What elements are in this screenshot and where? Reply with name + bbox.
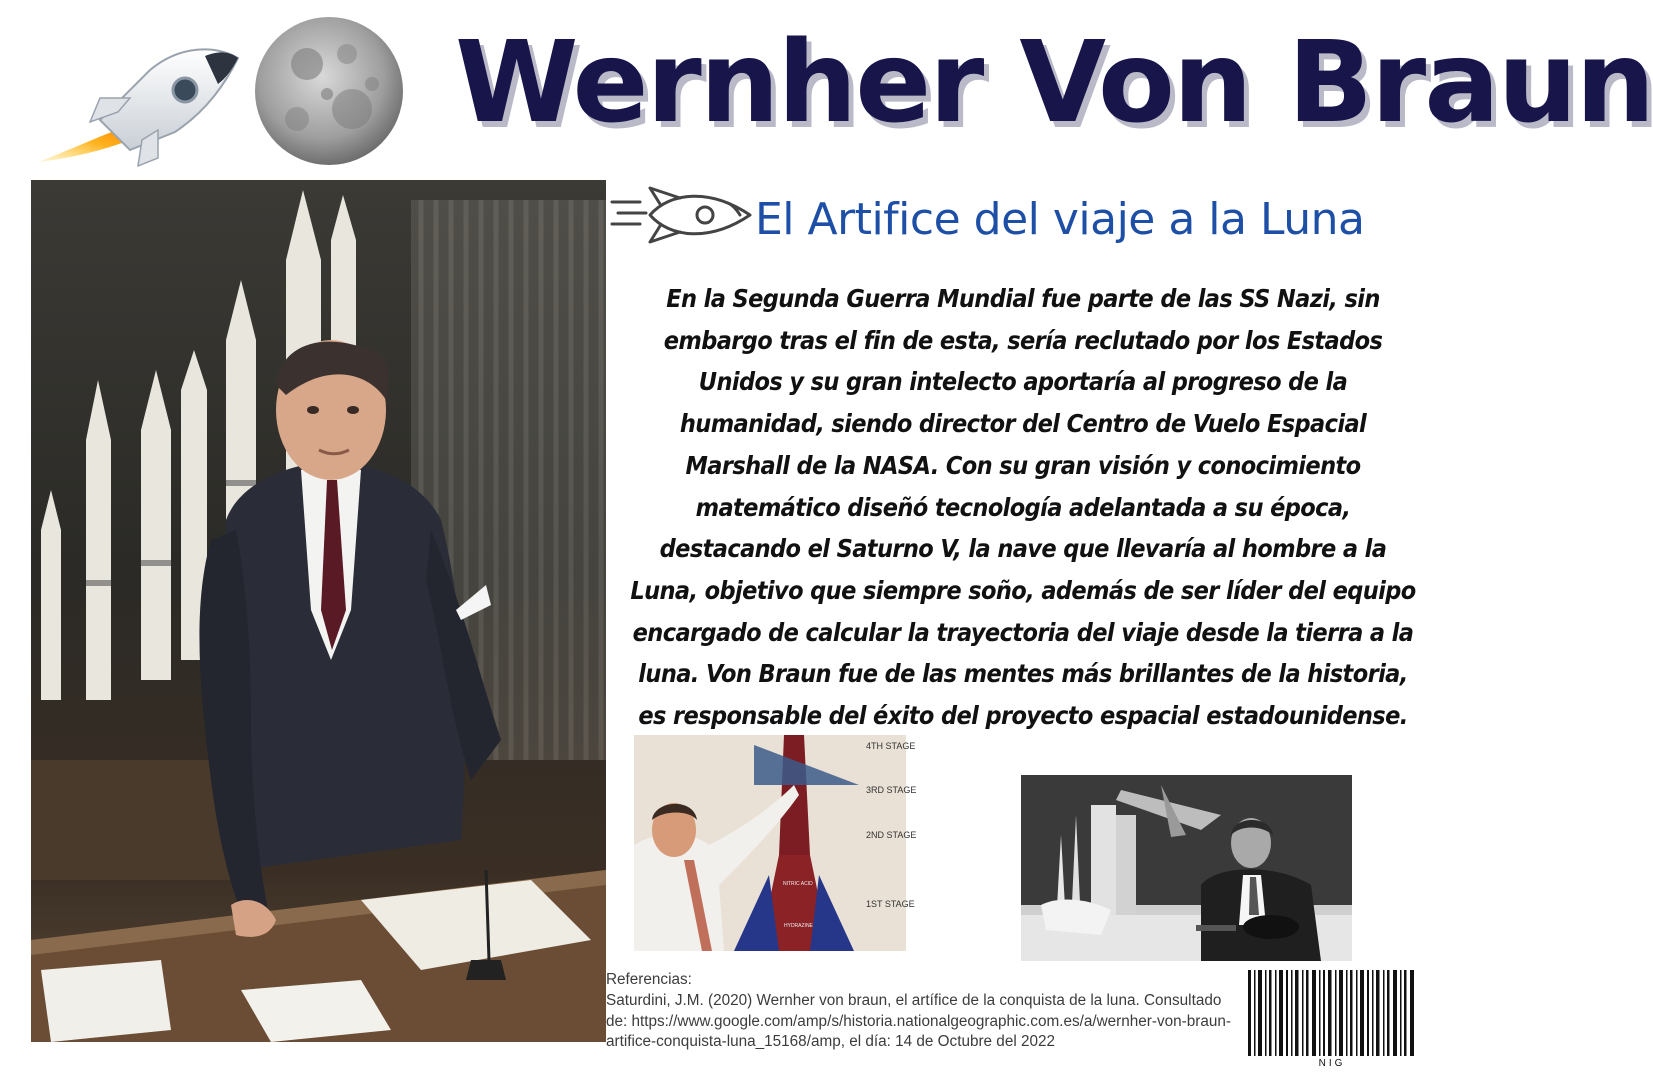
portrait-photo xyxy=(31,180,606,1042)
moon-icon xyxy=(252,14,407,169)
rocket-outline-icon xyxy=(610,180,755,250)
fuel-label: HYDRAZINE xyxy=(784,923,813,929)
desk-photo xyxy=(1021,775,1352,961)
body-paragraph: En la Segunda Guerra Mundial fue parte de las SS Nazi, sin embargo tras el fin de esta, sería reclutado por los Estados Unidos y su gran intelecto aportaría al progreso de la humanidad, siendo director del Centro de Vuelo Espacial Marshall de la NASA. Con su gran visión y conocimiento matemático diseñó tecnología adelantada a su época, destacando el Saturno V, la nave que llevaría al hombre a la Luna, objetivo que siempre soño, además de ser líder del equipo encargado de calcular la trayectoria del viaje desde la tierra a la luna. Von Braun fue de las mentes más brillantes de la historia, es responsable del éxito del proyecto espacial estadounidense. xyxy=(630,284,1416,731)
subtitle: El Artifice del viaje a la Luna xyxy=(755,194,1365,245)
references-citation: Saturdini, J.M. (2020) Wernher von braun, el artífice de la conquista de la luna. Consultado de: https://www.google.com/amp/s/historia.nationalgeographic.com.es/a/wernher-von-braun-artifice-conquista-luna_15168/amp, el día: 14 de Octubre del 2022 xyxy=(606,991,1231,1051)
stage-label: 2ND STAGE xyxy=(866,830,917,840)
rocket-icon xyxy=(30,40,245,168)
barcode-icon xyxy=(1246,970,1418,1056)
fuel-label: NITRIC ACID xyxy=(783,881,813,887)
stage-label: 1ST STAGE xyxy=(866,899,915,909)
stages-photo xyxy=(634,735,917,951)
page-title: Wernher Von Braun xyxy=(455,18,1653,148)
stage-label: 4TH STAGE xyxy=(866,741,916,751)
references-heading: Referencias: xyxy=(606,971,692,988)
references xyxy=(606,970,1246,1053)
stage-label: 3RD STAGE xyxy=(866,785,917,795)
barcode-label: NIG xyxy=(1318,1058,1346,1069)
